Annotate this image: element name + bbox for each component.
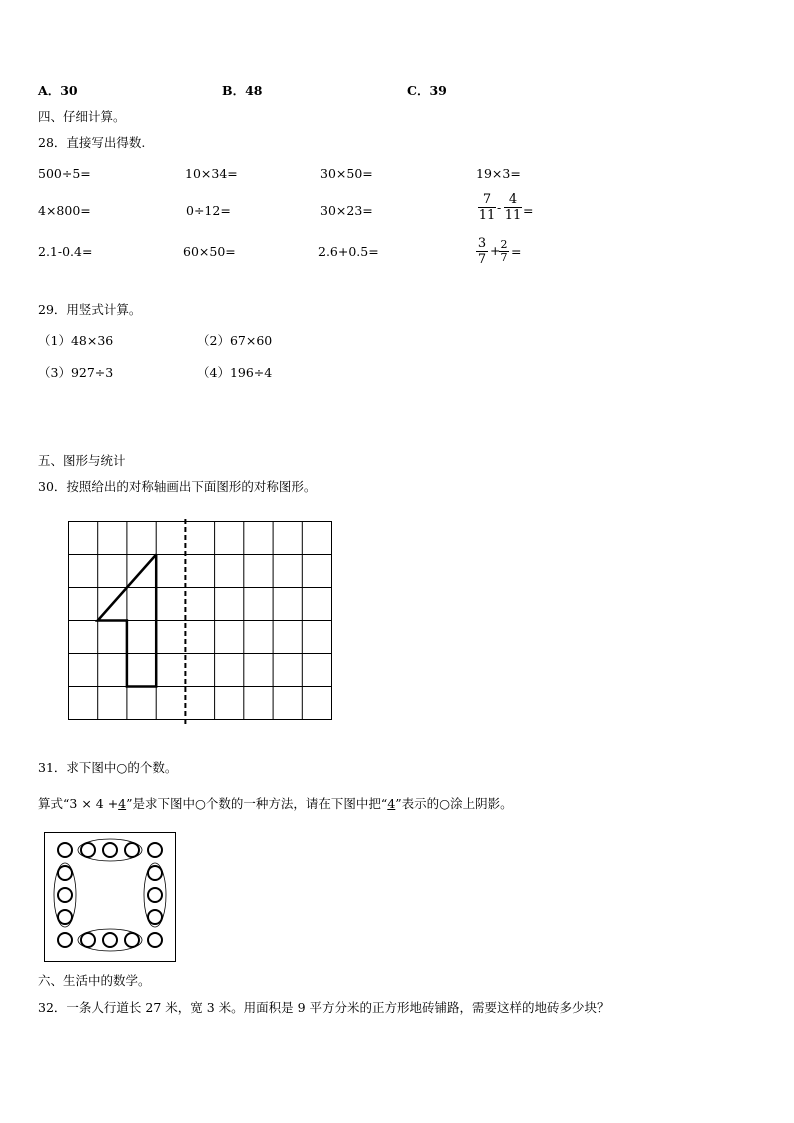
denominator: 11 (478, 208, 496, 223)
calc-item: 19×3= (476, 166, 521, 181)
figure-frame (45, 833, 176, 962)
circle (103, 843, 117, 857)
choice-c: C．39 (407, 83, 447, 98)
circle (103, 933, 117, 947)
choice-a: A．30 (38, 83, 78, 98)
q28-title: 28．直接写出得数. (38, 135, 146, 150)
circle (125, 933, 139, 947)
calc-item: 2.1-0.4= (38, 244, 93, 259)
calc-item: 30×23= (320, 203, 373, 218)
circle (58, 910, 72, 924)
operator: + (490, 243, 501, 258)
instruction-text: ”表示的○涂上阴影。 (395, 796, 513, 811)
section-4-heading: 四、仔细计算。 (38, 109, 126, 124)
calc-item: 500÷5= (38, 166, 91, 181)
calc-item: 10×34= (185, 166, 238, 181)
fraction (476, 236, 488, 267)
circles-figure (44, 832, 176, 962)
calc-item: （2）67×60 (197, 333, 273, 348)
q31-title: 31．求下图中○的个数。 (38, 760, 178, 775)
operator: - (497, 200, 502, 215)
section-6-heading: 六、生活中的数学。 (38, 973, 151, 988)
equals-sign: = (523, 203, 534, 218)
circle (148, 933, 162, 947)
blank-value: 4 (118, 796, 127, 811)
circle (125, 843, 139, 857)
numerator: 3 (477, 236, 487, 251)
circle (58, 843, 72, 857)
instruction-text: ”是求下图中○个数的一种方法，请在下图中把“ (126, 796, 388, 811)
circle (148, 888, 162, 902)
calc-item: （4）196÷4 (197, 365, 273, 380)
circle (58, 888, 72, 902)
circle (81, 843, 95, 857)
q30-title: 30．按照给出的对称轴画出下面图形的对称图形。 (38, 479, 317, 494)
denominator: 7 (500, 251, 508, 264)
section-5-heading: 五、图形与统计 (38, 453, 126, 468)
circle (148, 843, 162, 857)
equals-sign: = (511, 244, 522, 259)
fraction (478, 192, 496, 223)
q29-title: 29．用竖式计算。 (38, 302, 142, 317)
symmetry-grid-figure (60, 515, 340, 725)
circle (148, 866, 162, 880)
circle (148, 910, 162, 924)
blank-value: 4 (387, 796, 396, 811)
denominator: 7 (477, 252, 487, 267)
calc-item: （3）927÷3 (38, 365, 114, 380)
choice-b: B．48 (222, 83, 263, 98)
calc-item: （1）48×36 (38, 333, 114, 348)
numerator: 4 (508, 192, 518, 207)
calc-item: 30×50= (320, 166, 373, 181)
q32-title: 32．一条人行道长 27 米，宽 3 米。用面积是 9 平方分米的正方形地砖铺路，需要这样的地砖多少块？ (38, 1000, 610, 1015)
circle (58, 866, 72, 880)
fraction (499, 239, 509, 264)
numerator: 2 (500, 238, 508, 251)
q31-instruction (38, 796, 513, 812)
calc-item: 2.6+0.5= (318, 244, 379, 259)
instruction-text: 算式“3 × 4 + (38, 796, 119, 811)
calc-item: 4×800= (38, 203, 91, 218)
fraction (504, 192, 522, 223)
circle (58, 933, 72, 947)
denominator: 11 (504, 208, 522, 223)
circle (81, 933, 95, 947)
calc-item: 60×50= (183, 244, 236, 259)
calc-item: 0÷12= (186, 203, 231, 218)
numerator: 7 (482, 192, 492, 207)
